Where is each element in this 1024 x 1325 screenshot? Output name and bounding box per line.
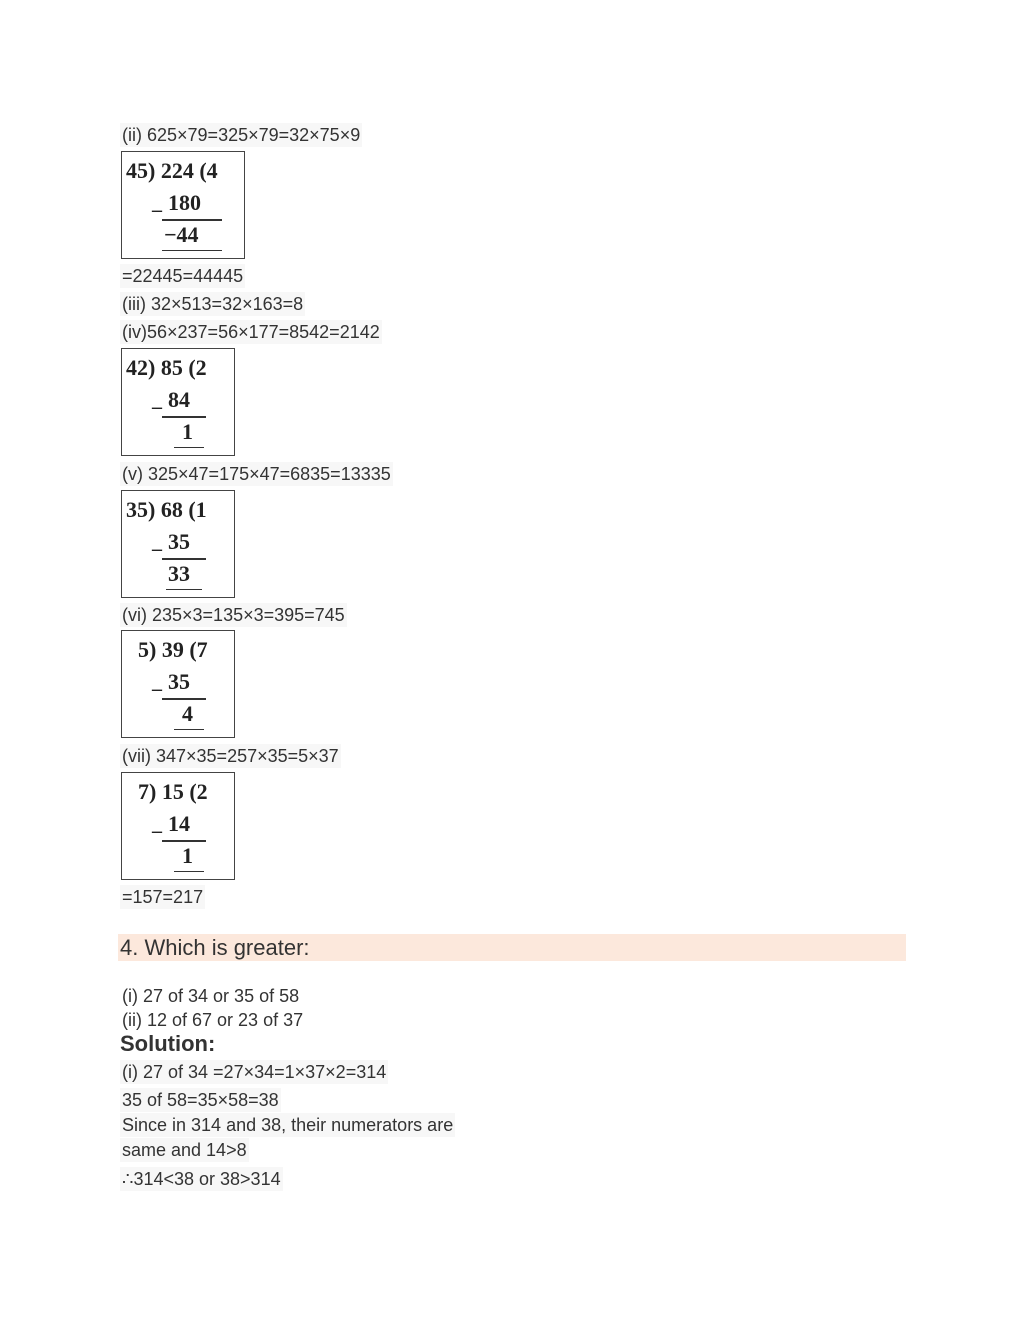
- division-remainder: −44: [164, 222, 199, 247]
- step-v-line: (v) 325×47=175×47=6835=13335: [122, 464, 391, 484]
- solution-line-5: ∴314<38 or 38>314: [122, 1169, 281, 1189]
- division-product: 35: [168, 669, 190, 694]
- division-remainder: 33: [168, 561, 190, 586]
- step-ii-result: =22445=44445: [122, 266, 244, 286]
- division-product: 14: [168, 811, 190, 836]
- step-iii-line: (iii) 32×513=32×163=8: [122, 294, 304, 314]
- division-product: 84: [168, 387, 190, 412]
- division-header: 5) 39 (7: [138, 637, 208, 662]
- division-header: 42) 85 (2: [126, 355, 207, 380]
- division-box-1: 45) 224 (4 _ 180 −44: [121, 151, 245, 259]
- solution-label: Solution:: [120, 1031, 216, 1056]
- division-box-3: 35) 68 (1 _ 35 33: [121, 490, 235, 598]
- division-header: 45) 224 (4: [126, 158, 218, 183]
- division-box-2: 42) 85 (2 _ 84 1: [121, 348, 235, 456]
- solution-line-1: (i) 27 of 34 =27×34=1×37×2=314: [122, 1062, 387, 1082]
- division-product: 35: [168, 529, 190, 554]
- division-product: 180: [168, 190, 201, 215]
- step-vii-line: (vii) 347×35=257×35=5×37: [122, 746, 339, 766]
- division-header: 35) 68 (1: [126, 497, 207, 522]
- question-4-heading: 4. Which is greater:: [118, 934, 906, 961]
- division-remainder: 1: [182, 419, 193, 444]
- division-remainder: 4: [182, 701, 193, 726]
- division-box-4: 5) 39 (7 _ 35 4: [121, 630, 235, 738]
- step-ii-line: (ii) 625×79=325×79=32×75×9: [122, 125, 361, 145]
- step-vi-line: (vi) 235×3=135×3=395=745: [122, 605, 345, 625]
- question-4-part-ii: (ii) 12 of 67 or 23 of 37: [122, 1010, 304, 1030]
- step-vii-result: =157=217: [122, 887, 204, 907]
- solution-line-3: Since in 314 and 38, their numerators are: [122, 1115, 454, 1135]
- question-4-part-i: (i) 27 of 34 or 35 of 58: [122, 986, 300, 1006]
- solution-line-4: same and 14>8: [122, 1140, 247, 1160]
- division-remainder: 1: [182, 843, 193, 868]
- division-header: 7) 15 (2: [138, 779, 208, 804]
- division-box-5: 7) 15 (2 _ 14 1: [121, 772, 235, 880]
- solution-line-2: 35 of 58=35×58=38: [122, 1090, 279, 1110]
- step-iv-line: (iv)56×237=56×177=8542=2142: [122, 322, 380, 342]
